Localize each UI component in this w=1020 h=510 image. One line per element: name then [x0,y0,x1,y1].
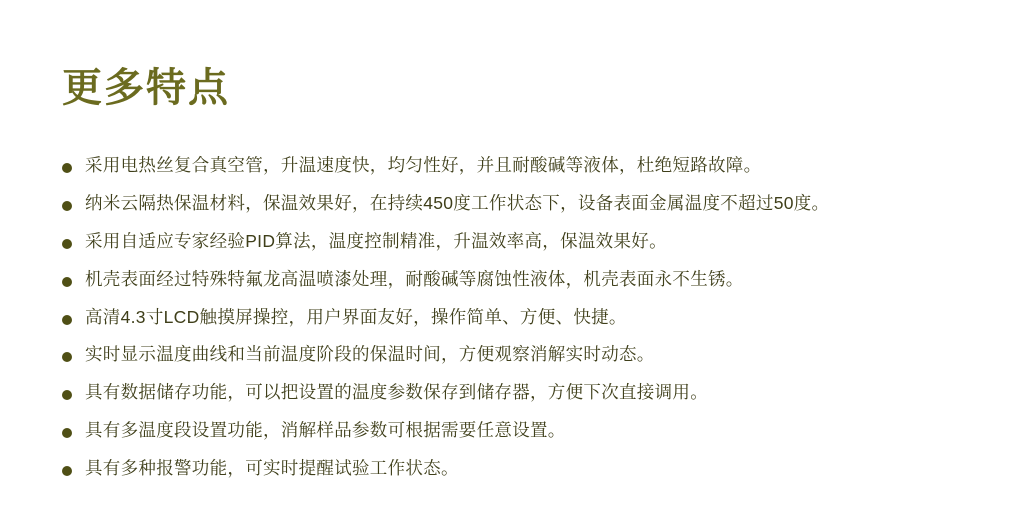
list-item [62,193,962,215]
list-item [62,155,962,177]
bullet-dot-icon [62,466,72,476]
page-title: 更多特点 [62,66,230,110]
bullet-dot-icon [62,163,72,173]
bullet-dot-icon [62,201,72,211]
list-item-text: 纳米云隔热保温材料，保温效果好，在持续450度工作状态下，设备表面金属温度不超过50度。 [85,192,830,213]
list-item-text: 采用电热丝复合真空管，升温速度快，均匀性好，并且耐酸碱等液体，杜绝短路故障。 [85,155,762,175]
bullet-dot-icon [62,390,72,400]
list-item-text: 实时显示温度曲线和当前温度阶段的保温时间，方便观察消解实时动态。 [85,344,655,365]
list-item-text: 采用自适应专家经验PID算法，温度控制精准，升温效率高，保温效果好。 [85,230,667,251]
bullet-dot-icon [62,352,72,362]
list-item-text: 具有数据储存功能，可以把设置的温度参数保存到储存器，方便下次直接调用。 [85,382,708,403]
bullet-dot-icon [62,428,72,438]
list-item [62,269,962,291]
list-item-text: 高清4.3寸LCD触摸屏操控，用户界面友好，操作简单、方便、快捷。 [85,306,627,327]
list-item-text: 具有多温度段设置功能，消解样品参数可根据需要任意设置。 [85,420,566,441]
feature-bullet-list [62,155,962,496]
list-item [62,420,962,442]
bullet-dot-icon [62,315,72,325]
list-item [62,231,962,253]
list-item-text: 具有多种报警功能，可实时提醒试验工作状态。 [85,458,459,478]
bullet-dot-icon [62,239,72,249]
list-item [62,458,962,480]
list-item-text: 机壳表面经过特殊特氟龙高温喷漆处理，耐酸碱等腐蚀性液体，机壳表面永不生锈。 [85,268,744,289]
list-item [62,344,962,366]
list-item [62,307,962,329]
list-item [62,382,962,404]
bullet-dot-icon [62,277,72,287]
